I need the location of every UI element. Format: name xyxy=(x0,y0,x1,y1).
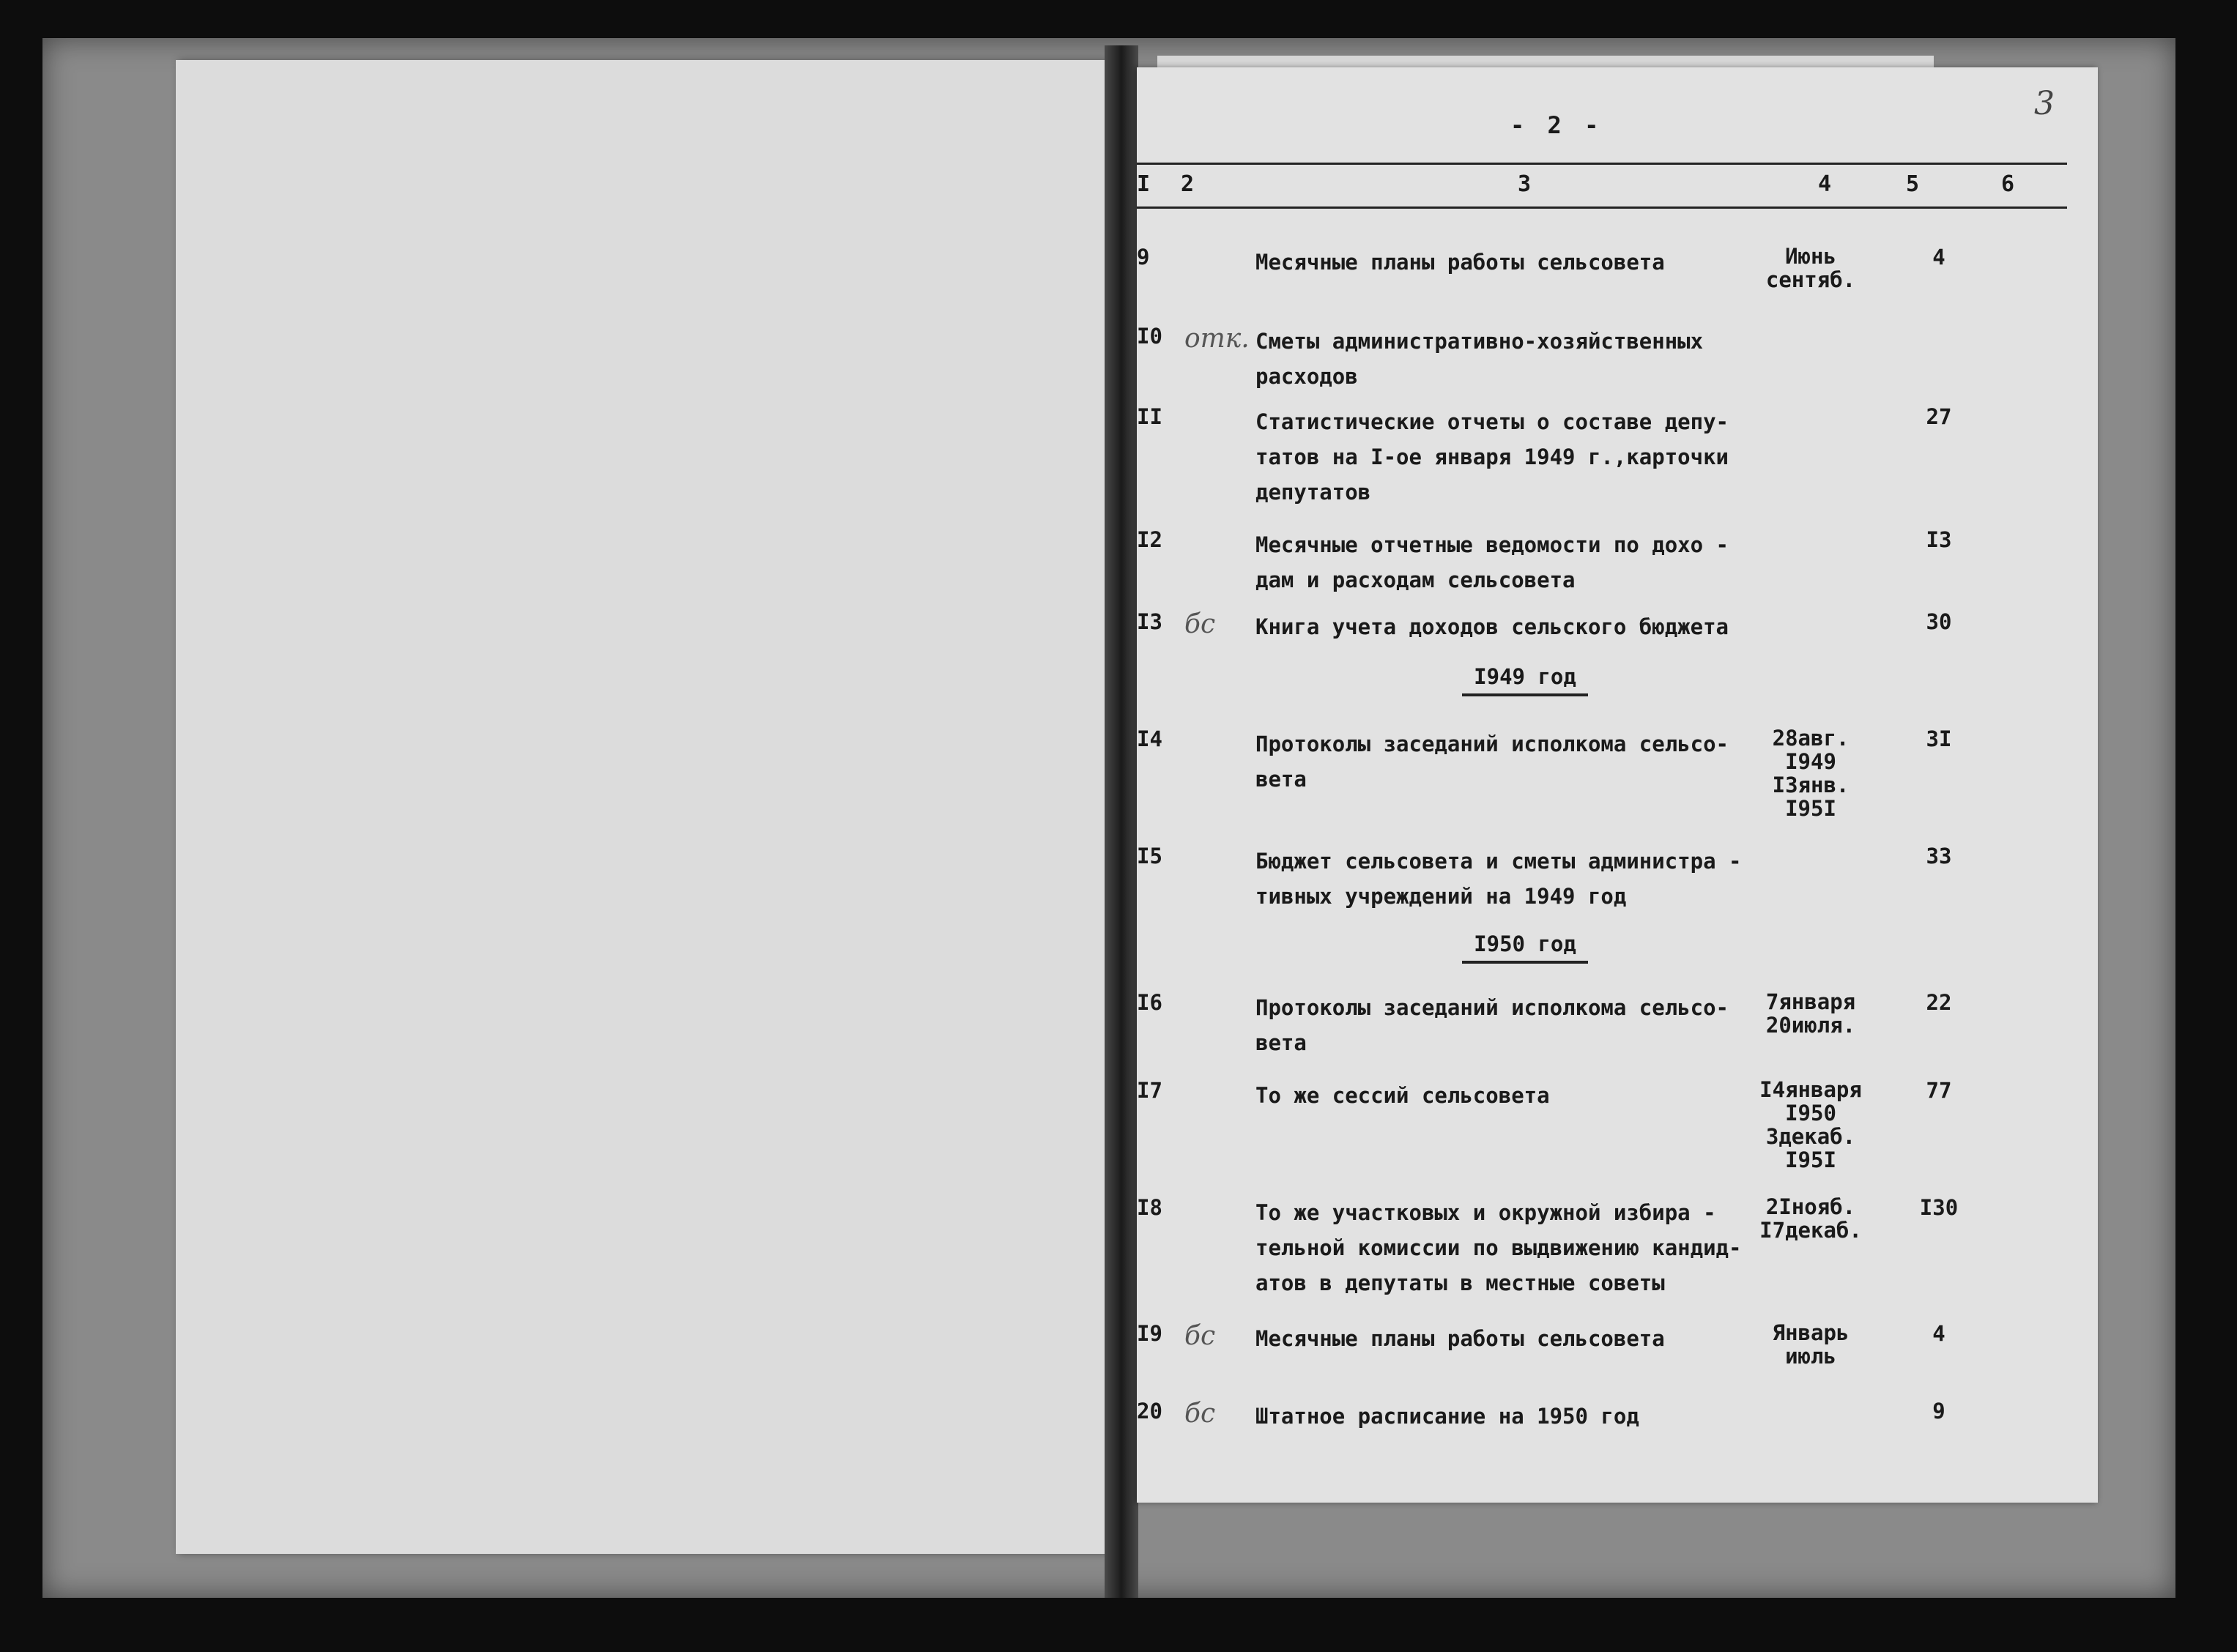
year-heading-text: I950 год xyxy=(1462,931,1588,964)
row-number: I4 xyxy=(1137,726,1162,751)
row-number: I9 xyxy=(1137,1321,1162,1346)
table-header xyxy=(1137,171,2098,201)
year-heading-text: I949 год xyxy=(1462,664,1588,696)
binding-gutter xyxy=(1105,45,1138,1598)
row-count: I30 xyxy=(1919,1195,1959,1220)
row-dates: 7января 20июля. xyxy=(1765,989,1856,1038)
year-heading xyxy=(1415,931,1635,956)
archive-page-mark: 3 xyxy=(2034,85,2055,122)
handwritten-note: бс xyxy=(1184,1399,1216,1429)
row-title: Книга учета доходов сельского бюджета xyxy=(1255,614,1729,639)
row-number: I3 xyxy=(1137,609,1162,634)
row-title: Месячные планы работы сельсовета xyxy=(1255,250,1665,275)
row-number: II xyxy=(1137,404,1162,429)
column-header: 4 xyxy=(1818,171,1832,197)
column-header: 6 xyxy=(2001,171,2015,197)
handwritten-note: бс xyxy=(1184,1321,1216,1351)
column-header: 3 xyxy=(1518,171,1532,197)
table-header-top-rule xyxy=(1137,163,2067,165)
row-count: 4 xyxy=(1932,1321,1945,1346)
row-count: 22 xyxy=(1926,990,1952,1015)
row-title: Сметы административно-хозяйственных расходов xyxy=(1255,329,1704,389)
row-number: I8 xyxy=(1137,1195,1162,1220)
row-number: I6 xyxy=(1137,990,1162,1015)
row-count: 4 xyxy=(1932,245,1945,269)
row-title: То же участковых и окружной избира - тельной комиссии по выдвижению кандид- атов в депутаты в местные советы xyxy=(1255,1200,1742,1295)
row-count: I3 xyxy=(1926,527,1952,552)
row-dates: Июнь сентяб. xyxy=(1765,244,1856,292)
column-header: I xyxy=(1137,171,1151,197)
row-title: Протоколы заседаний исполкома сельсо- вета xyxy=(1255,995,1729,1055)
row-count: 9 xyxy=(1932,1399,1945,1424)
right-page xyxy=(1137,67,2098,1503)
row-title: Бюджет сельсовета и сметы администра - тивных учреждений на 1949 год xyxy=(1255,849,1742,909)
row-dates: Январь июль xyxy=(1772,1320,1850,1369)
row-number: 9 xyxy=(1137,245,1150,269)
row-title: Статистические отчеты о составе депу- татов на I-ое января 1949 г.,карточки депутатов xyxy=(1255,409,1729,505)
row-dates: I4января I950 3декаб. I95I xyxy=(1759,1077,1862,1172)
handwritten-note: отк. xyxy=(1184,324,1250,354)
row-count: 33 xyxy=(1926,844,1952,868)
row-number: I2 xyxy=(1137,527,1162,552)
row-title: Месячные планы работы сельсовета xyxy=(1255,1326,1665,1351)
column-header: 5 xyxy=(1906,171,1920,197)
row-title: Месячные отчетные ведомости по дохо - дам и расходам сельсовета xyxy=(1255,532,1729,592)
row-number: I5 xyxy=(1137,844,1162,868)
handwritten-note: бс xyxy=(1184,609,1216,639)
row-title: То же сессий сельсовета xyxy=(1255,1083,1550,1108)
left-page-blank xyxy=(176,60,1106,1554)
table-header-bottom-rule xyxy=(1137,206,2067,209)
year-heading xyxy=(1415,664,1635,689)
row-dates: 2Iнояб. I7декаб. xyxy=(1759,1194,1862,1243)
page-number: - 2 - xyxy=(1510,111,1603,139)
row-number: I0 xyxy=(1137,324,1162,349)
row-title: Штатное расписание на 1950 год xyxy=(1255,1404,1639,1429)
row-count: 30 xyxy=(1926,609,1952,634)
row-number: 20 xyxy=(1137,1399,1162,1424)
row-count: 27 xyxy=(1926,404,1952,429)
row-number: I7 xyxy=(1137,1078,1162,1103)
row-count: 77 xyxy=(1926,1078,1952,1103)
column-header: 2 xyxy=(1181,171,1195,197)
row-title: Протоколы заседаний исполкома сельсо- вета xyxy=(1255,732,1729,792)
row-count: 3I xyxy=(1926,726,1952,751)
row-dates: 28авг. I949 I3янв. I95I xyxy=(1772,726,1850,821)
